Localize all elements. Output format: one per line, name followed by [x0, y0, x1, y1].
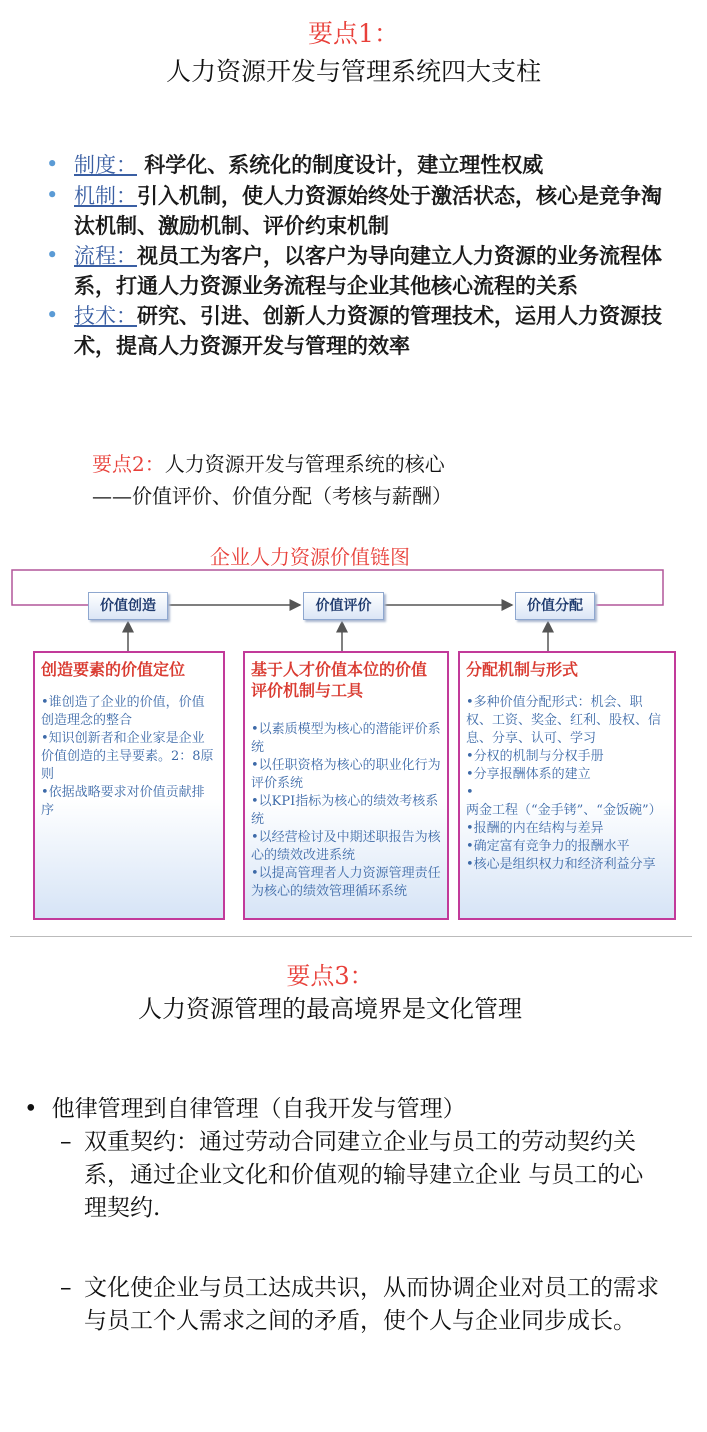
panel-title: 分配机制与形式 — [466, 660, 579, 679]
bullet-icon: • — [46, 243, 59, 267]
pillar-item — [46, 301, 666, 360]
panel-list — [466, 694, 668, 874]
node-value-evaluation: 价值评价 — [303, 592, 384, 620]
panel-item: • 依据战略要求对价值贡献排序 — [41, 784, 217, 820]
panel-item: • 两金工程（“金手铐”、“金饭碗”） — [466, 784, 668, 820]
panel-item: • 以KPI指标为核心的绩效考核系统 — [251, 793, 441, 829]
panel-item: • 以经营检讨及中期述职报告为核心的绩效改进系统 — [251, 829, 441, 865]
node-value-distribution: 价值分配 — [515, 592, 595, 620]
panel-item: • 确定富有竞争力的报酬水平 — [466, 838, 668, 856]
panel-value-creation — [33, 651, 225, 920]
sub-point-text: 双重契约：通过劳动合同建立企业与员工的劳动契约关系，通过企业文化和价值观的输导建立企业 与员工的心理契约. — [84, 1129, 644, 1221]
panel-item: • 核心是组织权力和经济利益分享 — [466, 856, 668, 874]
panel-item: • 以素质模型为核心的潜能评价系统 — [251, 721, 441, 757]
panel-item: • 多种价值分配形式：机会、职权、工资、奖金、红利、股权、信息、分享、认可、学习 — [466, 694, 668, 748]
panel-item: • 知识创新者和企业家是企业价值创造的主导要素。2：8原则 — [41, 730, 217, 784]
main-point-text: 他律管理到自律管理（自我开发与管理） — [51, 1096, 466, 1122]
pillar-term: 制度： — [74, 153, 137, 177]
section1-title: 人力资源开发与管理系统四大支柱 — [165, 57, 541, 86]
sub-point — [60, 1126, 660, 1225]
pillar-text: 研究、引进、创新人力资源的管理技术，运用人力资源技术，提高人力资源开发与管理的效率 — [74, 303, 662, 358]
section3-label: 要点3： — [286, 962, 374, 990]
section2-heading — [92, 448, 445, 477]
pillar-term: 技术： — [74, 304, 137, 328]
panel-value-evaluation — [243, 651, 449, 920]
section1-label: 要点1： — [308, 19, 399, 48]
section3-main-point — [24, 1090, 466, 1123]
node-value-creation: 价值创造 — [88, 592, 168, 620]
panel-value-distribution — [458, 651, 676, 920]
panel-list — [41, 694, 217, 820]
panel-item: • 谁创造了企业的价值，价值创造理念的整合 — [41, 694, 217, 730]
panel-title: 基于人才价值本位的价值评价机制与工具 — [251, 660, 428, 700]
panel-list — [251, 721, 441, 901]
divider — [10, 936, 692, 937]
section2-subtitle: ——价值评价、价值分配（考核与薪酬） — [92, 484, 452, 508]
pillar-item — [46, 181, 666, 240]
panel-item: • 分享报酬体系的建立 — [466, 766, 668, 784]
sub-point — [60, 1272, 660, 1338]
dash-icon: – — [60, 1129, 72, 1155]
sub-point-text: 文化使企业与员工达成共识，从而协调企业对员工的需求与员工个人需求之间的矛盾，使个人与企业同步成长。 — [84, 1275, 659, 1334]
pillar-item — [46, 241, 666, 300]
pillar-item — [46, 150, 666, 180]
bullet-icon: • — [24, 1096, 38, 1122]
chain-title: 企业人力资源价值链图 — [210, 545, 410, 569]
panel-title: 创造要素的价值定位 — [41, 660, 186, 679]
section3-title: 人力资源管理的最高境界是文化管理 — [138, 995, 522, 1023]
pillar-text: 科学化、系统化的制度设计，建立理性权威 — [137, 152, 544, 177]
pillar-text: 视员工为客户，以客户为导向建立人力资源的业务流程体系，打通人力资源业务流程与企业其他核心流程的关系 — [74, 243, 662, 298]
pillar-text: 引入机制，使人力资源始终处于激活状态，核心是竞争淘汰机制、激励机制、评价约束机制 — [74, 183, 662, 238]
bullet-icon: • — [46, 152, 59, 176]
panel-item: • 分权的机制与分权手册 — [466, 748, 668, 766]
section2-title: 人力资源开发与管理系统的核心 — [164, 452, 445, 476]
pillar-term: 机制： — [74, 184, 137, 208]
panel-item: • 以提高管理者人力资源管理责任为核心的绩效管理循环系统 — [251, 865, 441, 901]
panel-item: • 以任职资格为核心的职业化行为评价系统 — [251, 757, 441, 793]
pillar-term: 流程： — [74, 244, 137, 268]
panel-item: • 报酬的内在结构与差异 — [466, 820, 668, 838]
section2-label: 要点2： — [92, 452, 165, 476]
bullet-icon: • — [46, 183, 59, 207]
pillars-list — [46, 150, 666, 361]
bullet-icon: • — [46, 303, 59, 327]
dash-icon: – — [60, 1275, 72, 1301]
